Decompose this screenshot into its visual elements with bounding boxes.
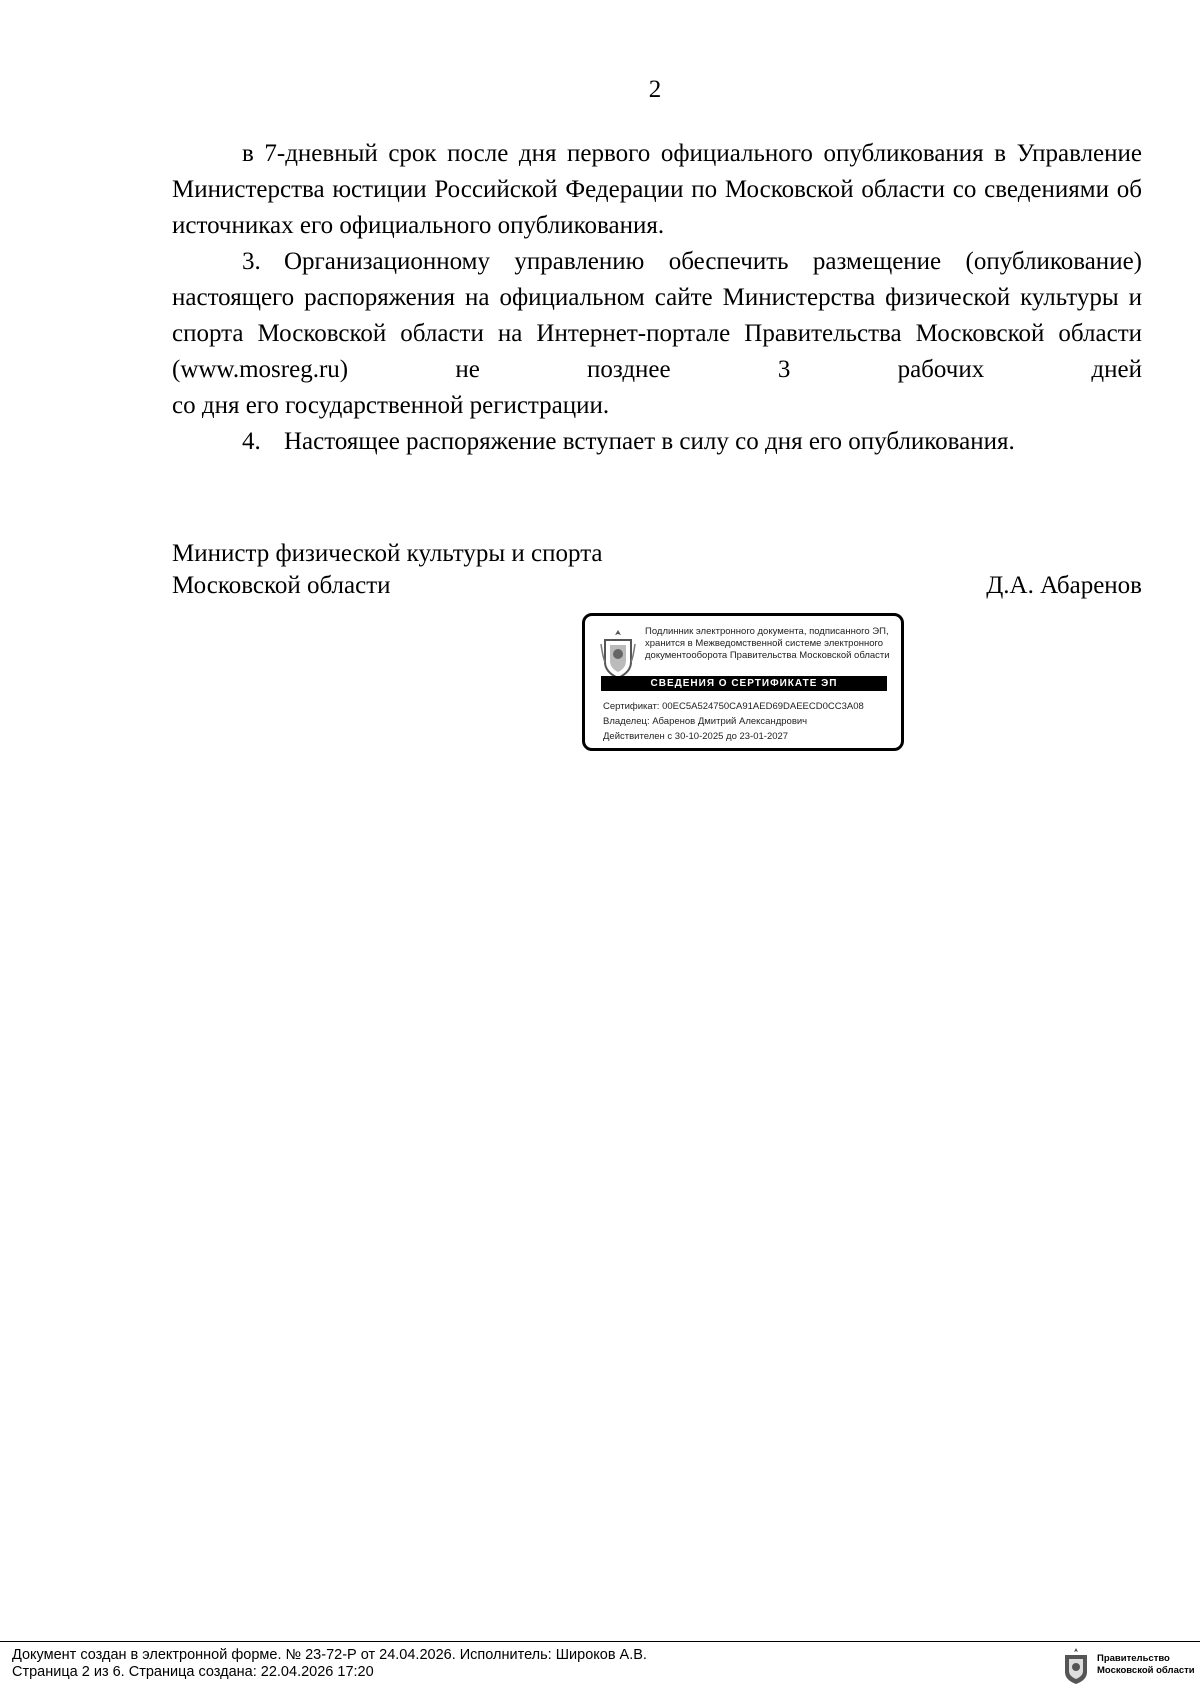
- electronic-signature-stamp: [582, 613, 904, 751]
- paragraph-3: [172, 244, 1142, 388]
- certificate-number: Сертификат: 00EC5A524750CA91AED69DAEECD0CC3A08: [603, 701, 864, 712]
- stamp-header: СВЕДЕНИЯ О СЕРТИФИКАТЕ ЭП: [601, 676, 887, 691]
- stamp-note-line: Подлинник электронного документа, подписанного ЭП,: [645, 626, 889, 637]
- paragraph-continuation: в 7-дневный срок после дня первого официального опубликования в Управление Министерства юстиции Российской Федерации по Московской области со сведениями об источниках его официального опубликования.: [172, 140, 1142, 239]
- paragraph-number: 4.: [242, 428, 261, 455]
- stamp-note: [645, 626, 903, 662]
- footer-divider: [0, 1641, 1200, 1642]
- stamp-note-line: документооборота Правительства Московской области: [645, 650, 890, 661]
- document-body: [172, 136, 1142, 460]
- paragraph-4: [172, 424, 1142, 460]
- signatory-position-line1: Министр физической культуры и спорта: [172, 540, 603, 567]
- paragraph-3-end: со дня его государственной регистрации.: [172, 392, 610, 419]
- footer-organization: [1097, 1653, 1195, 1677]
- signatory-position-line2: Московской области: [172, 572, 391, 599]
- signatory-name: Д.А. Абаренов: [986, 572, 1142, 599]
- footer-line: Документ создан в электронной форме. № 23-72-Р от 24.04.2026. Исполнитель: Широков А.В.: [12, 1647, 647, 1663]
- paragraph-3-text: Организационному управлению обеспечить размещение (опубликование) настоящего распоряжения на официальном сайте Министерства физической культуры и спорта Московской области на Интернет-портале Правительства Московской области (www.mosreg.ru) не позднее 3 рабочих дней: [172, 248, 1142, 383]
- certificate-details: [603, 699, 864, 744]
- government-emblem-icon: [1062, 1647, 1090, 1685]
- coat-of-arms-icon: [599, 628, 637, 680]
- paragraph-number: 3.: [242, 248, 261, 275]
- certificate-owner: Владелец: Абаренов Дмитрий Александрович: [603, 716, 808, 727]
- certificate-validity: Действителен с 30-10-2025 до 23-01-2027: [603, 731, 789, 742]
- footer-metadata: [12, 1647, 647, 1681]
- footer-org-line: Правительство: [1097, 1653, 1170, 1664]
- page-number: 2: [648, 76, 662, 103]
- footer-line: Страница 2 из 6. Страница создана: 22.04.2026 17:20: [12, 1664, 374, 1680]
- signature-block: [172, 538, 1142, 602]
- paragraph-4-text: Настоящее распоряжение вступает в силу со дня его опубликования.: [284, 428, 1015, 455]
- stamp-note-line: хранится в Межведомственной системе электронного: [645, 638, 884, 649]
- footer-org-line: Московской области: [1097, 1665, 1195, 1676]
